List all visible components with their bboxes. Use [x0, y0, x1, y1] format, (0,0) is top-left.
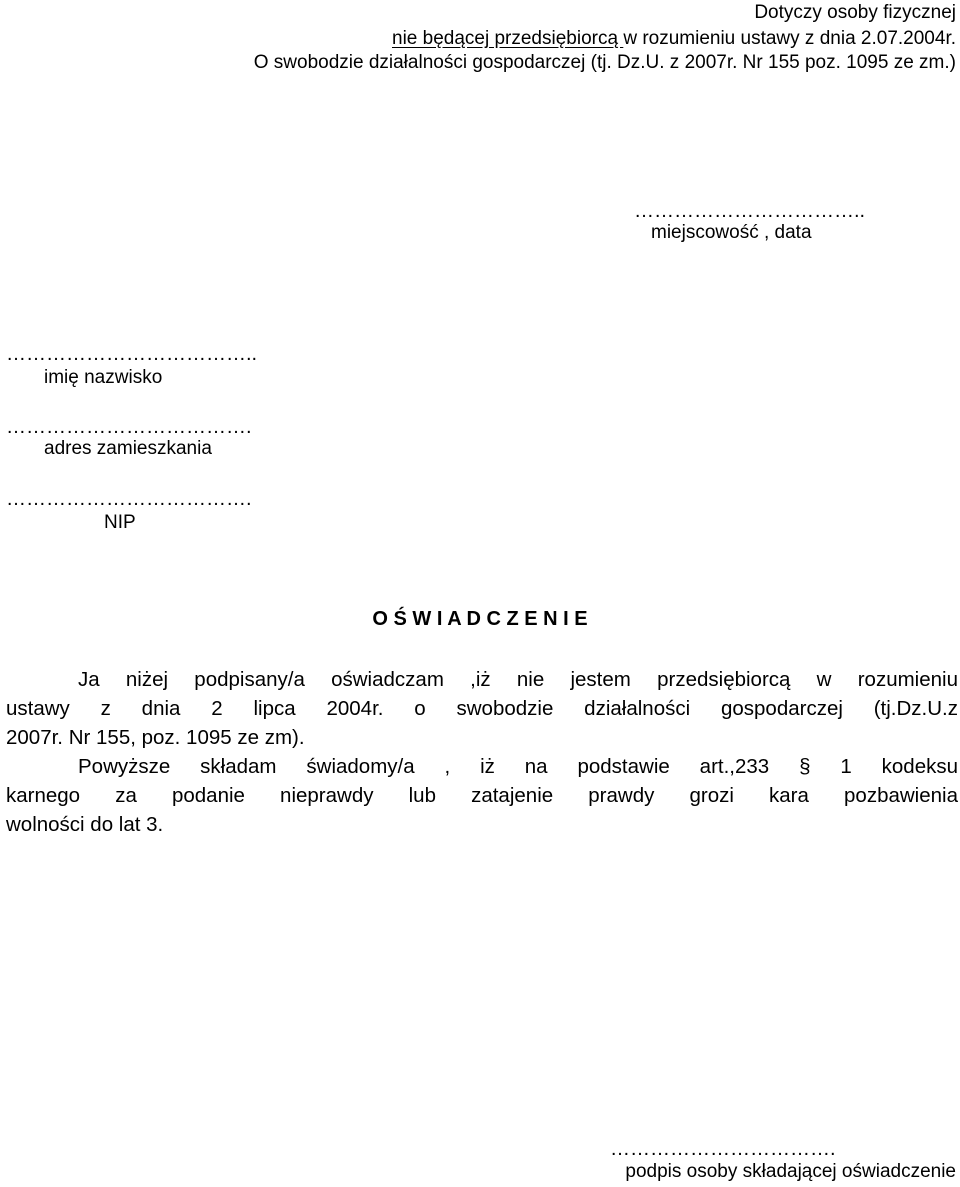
- declaration-line-1: Powyższe składam świadomy/a , iż na podstawie art.,233 § 1 kodeksu: [78, 755, 958, 778]
- signature-dots: …………………………….: [610, 1138, 836, 1160]
- header-underlined-text: nie będącej przedsiębiorcą: [392, 28, 624, 49]
- declaration-line-3: wolności do lat 3.: [6, 813, 164, 836]
- statement-line-2: ustawy z dnia 2 lipca 2004r. o swobodzie działalności gospodarczej (tj.Dz.U.z: [6, 697, 958, 720]
- header-line-2: [392, 28, 956, 50]
- signature-label: podpis osoby składającej oświadczenie: [625, 1161, 956, 1182]
- header-line-2-rest: w rozumieniu ustawy z dnia 2.07.2004r.: [623, 28, 956, 49]
- statement-line-3: 2007r. Nr 155, poz. 1095 ze zm).: [6, 726, 305, 749]
- name-label: imię nazwisko: [44, 367, 163, 388]
- statement-paragraph: [6, 665, 958, 752]
- address-label: adres zamieszkania: [44, 438, 212, 459]
- place-date-label: miejscowość , data: [651, 222, 812, 243]
- statement-line-1: Ja niżej podpisany/a oświadczam ,iż nie jestem przedsiębiorcą w rozumieniu: [78, 668, 958, 691]
- declaration-paragraph: [6, 752, 958, 839]
- place-date-dots: ……………………………..: [634, 200, 866, 222]
- header-line-1: Dotyczy osoby fizycznej: [754, 2, 956, 23]
- document-title: O Ś W I A D C Z E N I E: [372, 608, 588, 630]
- address-dots: ……………………………….: [6, 416, 252, 438]
- declaration-line-2: karnego za podanie nieprawdy lub zatajenie prawdy grozi kara pozbawienia: [6, 784, 958, 807]
- name-dots: ………………………………..: [6, 343, 258, 365]
- nip-dots: ……………………………….: [6, 488, 252, 510]
- nip-label: NIP: [104, 512, 136, 533]
- header-line-3: O swobodzie działalności gospodarczej (tj. Dz.U. z 2007r. Nr 155 poz. 1095 ze zm.): [253, 52, 956, 73]
